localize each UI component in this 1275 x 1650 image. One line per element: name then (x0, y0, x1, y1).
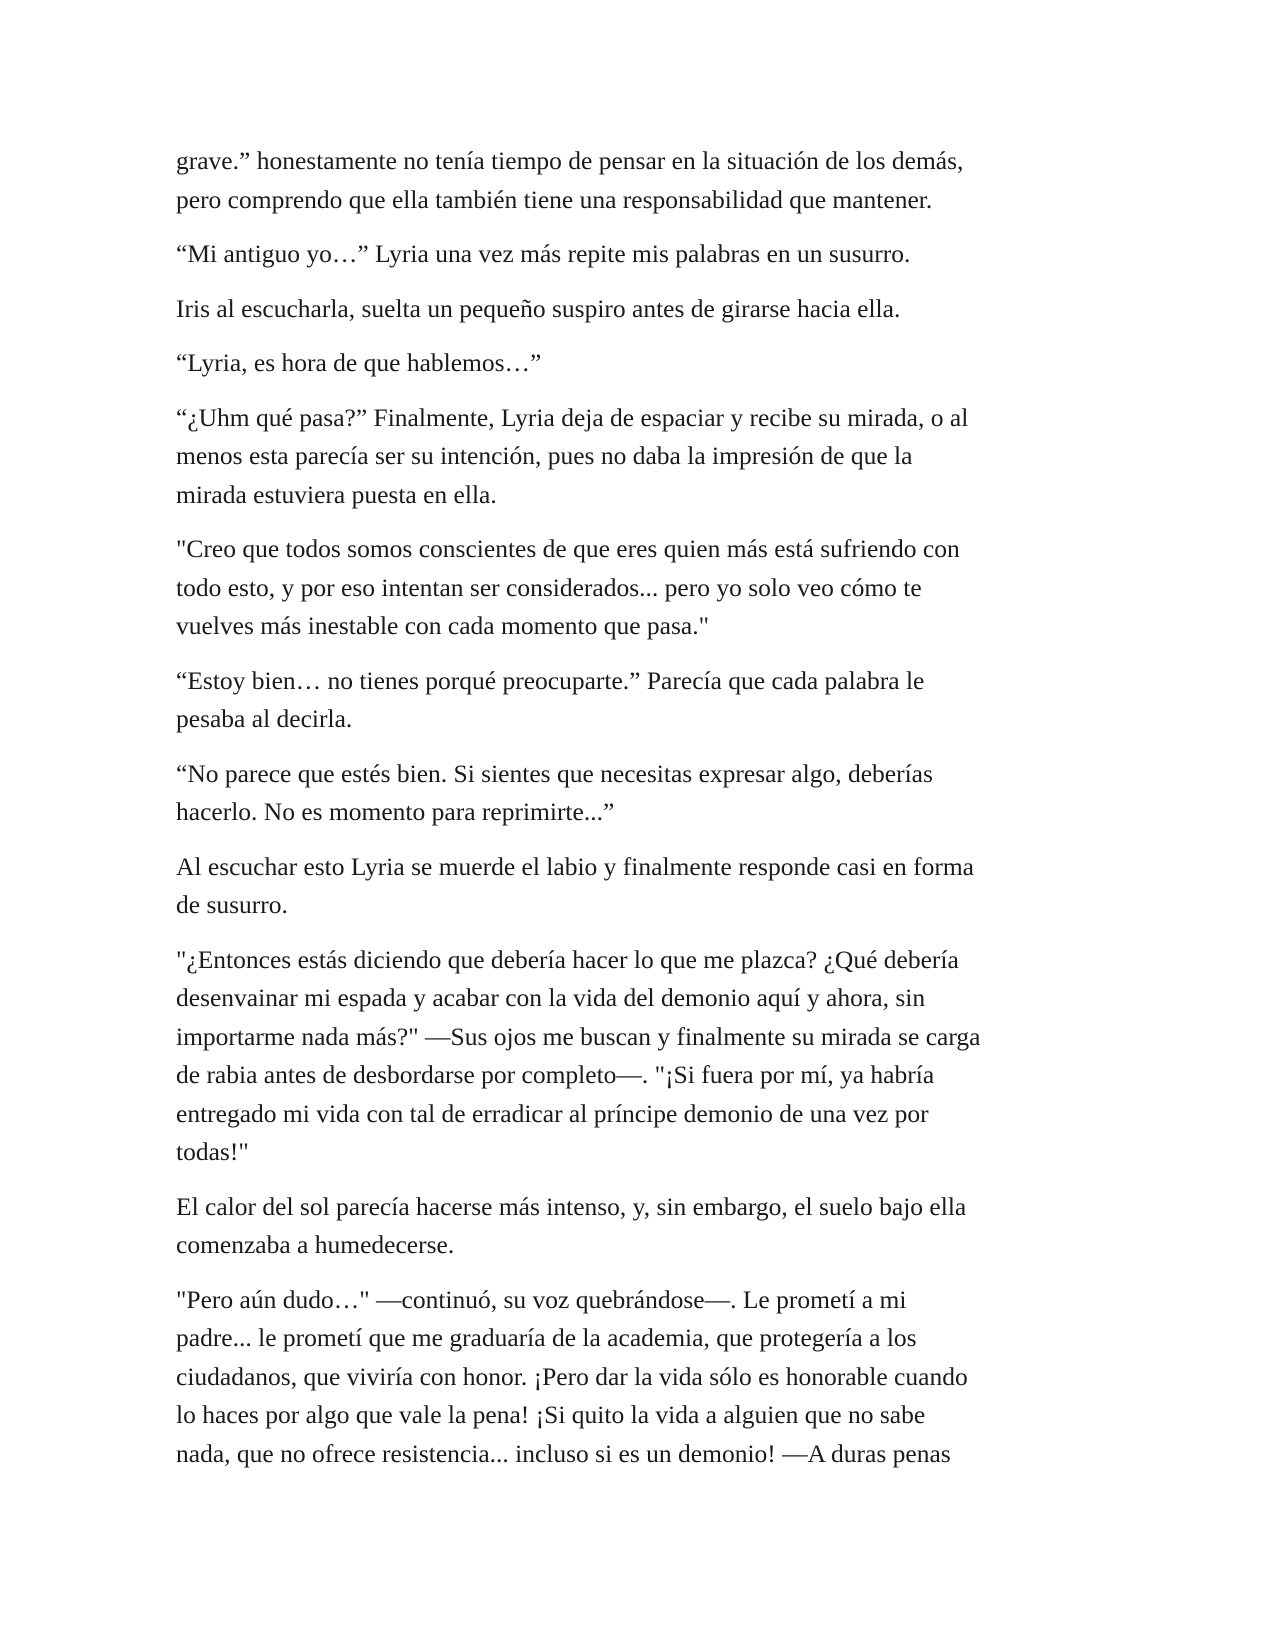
text-line: "Pero aún dudo…" —continuó, su voz quebrándose—. Le prometí a mi (176, 1284, 907, 1314)
text-line: "Creo que todos somos conscientes de que eres quien más está sufriendo con (176, 534, 960, 563)
text-line: importarme nada más?" —Sus ojos me buscan y finalmente su mirada se carga (176, 1021, 981, 1051)
text-line: Iris al escucharla, suelta un pequeño suspiro antes de girarse hacia ella. (176, 293, 901, 323)
paragraph (176, 344, 1116, 383)
paragraph (176, 530, 1116, 646)
text-line: El calor del sol parecía hacerse más intenso, y, sin embargo, el suelo bajo ella (176, 1191, 967, 1221)
text-line: padre... le prometí que me graduaría de la academia, que protegería a los (176, 1323, 917, 1352)
paragraph (176, 755, 1116, 832)
text-line: nada, que no ofrece resistencia... incluso si es un demonio! —A duras penas (176, 1438, 951, 1468)
text-line: mirada estuviera puesta en ella. (176, 479, 497, 509)
paragraph (176, 399, 1116, 515)
text-line: hacerlo. No es momento para reprimirte...” (176, 797, 615, 826)
text-line: pesaba al decirla. (176, 704, 353, 733)
paragraph (176, 1281, 1116, 1474)
paragraph (176, 662, 1116, 739)
text-line: “No parece que estés bien. Si sientes que necesitas expresar algo, deberías (176, 758, 933, 788)
text-line: pero comprendo que ella también tiene una responsabilidad que mantener. (176, 184, 933, 214)
text-line: lo haces por algo que vale la pena! ¡Si quito la vida a alguien que no sabe (176, 1400, 926, 1429)
text-line: “Mi antiguo yo…” Lyria una vez más repite mis palabras en un susurro. (176, 239, 911, 268)
text-line: todo esto, y por eso intentan ser considerados... pero yo solo veo cómo te (176, 572, 922, 602)
paragraph (176, 1188, 1116, 1265)
paragraph (176, 848, 1116, 925)
text-line: desenvainar mi espada y acabar con la vida del demonio aquí y ahora, sin (176, 983, 926, 1012)
paragraph (176, 290, 1116, 329)
text-line: Al escuchar esto Lyria se muerde el labio y finalmente responde casi en forma (176, 851, 974, 881)
text-line: vuelves más inestable con cada momento que pasa." (176, 611, 709, 640)
text-line: “¿Uhm qué pasa?” Finalmente, Lyria deja de espaciar y recibe su mirada, o al (176, 402, 969, 432)
paragraph (176, 941, 1116, 1172)
text-line: grave.” honestamente no tenía tiempo de pensar en la situación de los demás, (176, 146, 964, 175)
text-line: comenzaba a humedecerse. (176, 1230, 455, 1259)
text-line: todas!" (176, 1137, 249, 1166)
text-line: de susurro. (176, 890, 288, 919)
text-line: de rabia antes de desbordarse por completo—. "¡Si fuera por mí, ya habría (176, 1060, 935, 1089)
text-line: "¿Entonces estás diciendo que debería hacer lo que me plazca? ¿Qué debería (176, 944, 959, 974)
paragraph (176, 235, 1116, 274)
text-line: “Lyria, es hora de que hablemos…” (176, 348, 542, 377)
paragraph (176, 142, 1116, 219)
text-line: “Estoy bien… no tienes porqué preocuparte.” Parecía que cada palabra le (176, 665, 925, 695)
text-line: ciudadanos, que viviría con honor. ¡Pero dar la vida sólo es honorable cuando (176, 1361, 968, 1391)
text-line: menos esta parecía ser su intención, pues no daba la impresión de que la (176, 441, 913, 470)
text-line: entregado mi vida con tal de erradicar al príncipe demonio de una vez por (176, 1098, 929, 1128)
body-text (176, 142, 1116, 1489)
